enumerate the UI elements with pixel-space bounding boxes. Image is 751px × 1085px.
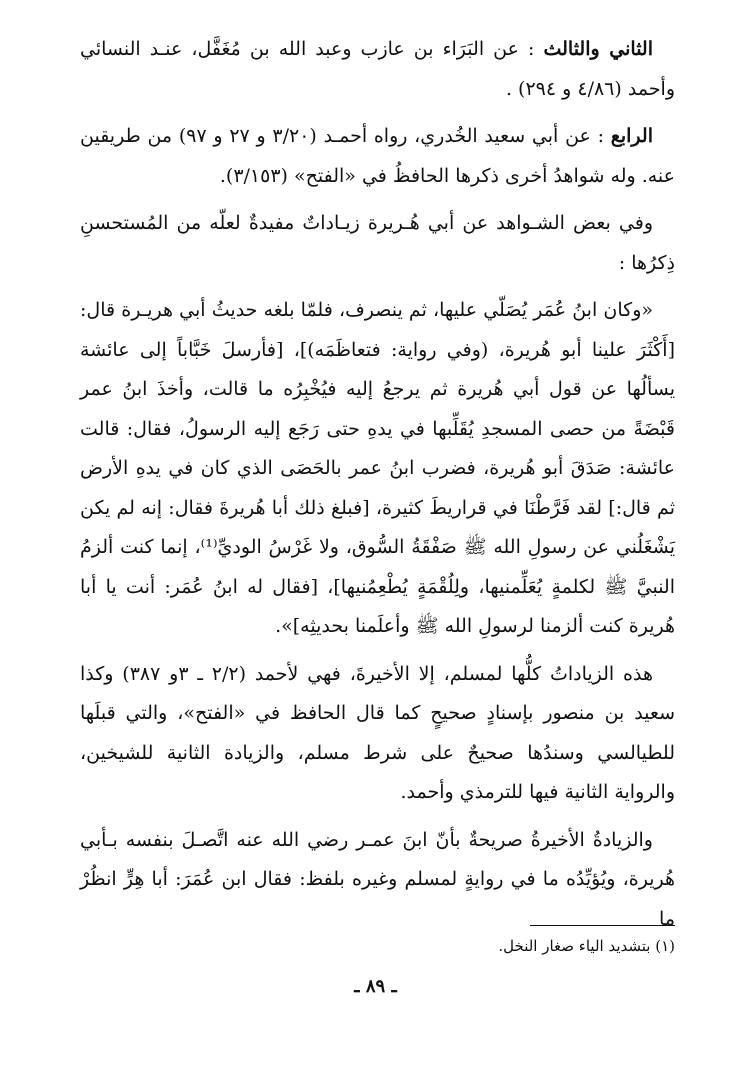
paragraph-1-label: الثاني والثالث bbox=[543, 38, 654, 60]
paragraph-3-text: وفي بعض الشـواهد عن أبي هُـريرة زيـاداتٌ مفيدةٌ لعلّه من المُستحسنِ ذِكرُها : bbox=[80, 212, 675, 274]
footnote: (١) بتشديد الياء صغار النخل. bbox=[498, 937, 675, 955]
paragraph-3 bbox=[80, 204, 675, 283]
paragraph-6-text: والزيادةُ الأخيرةُ صريحةٌ بأنّ ابنَ عمـر رضي الله عنه اتَّصـلَ بنفسه بـأبي هُريرة، ويُؤيِّدُه ما في روايةٍ لمسلم وغيره بلفظ: فقال ابن عُمَرَ: أبا هِرٍّ انظُرْ ما bbox=[80, 828, 675, 930]
paragraph-2-label: الرابع bbox=[610, 125, 653, 147]
footnote-separator bbox=[530, 925, 675, 926]
paragraph-2 bbox=[80, 117, 675, 196]
paragraph-5-text: هذه الزياداتُ كلُّها لمسلم، إلا الأخيرةَ، فهي لأحمد (٢/٢ ـ ٣و ٣٨٧) وكذا سعيد بن منصور بإسنادٍ صحيحٍ كما قال الحافظ في «الفتح»، والتي قبلَها للطيالسي وسندُها صحيحٌ على شرط مسلم، والزيادة الثانية للشيخين، والرواية الثانية فيها للترمذي وأحمد. bbox=[80, 662, 675, 803]
paragraph-4-quote bbox=[80, 291, 675, 647]
page-number: ـ ٨٩ ـ bbox=[354, 976, 397, 997]
paragraph-6 bbox=[80, 821, 675, 940]
paragraph-1 bbox=[80, 30, 675, 109]
paragraph-5 bbox=[80, 655, 675, 813]
paragraph-4-text: «وكان ابنُ عُمَر يُصَلّي عليها، ثم ينصرف، فلمّا بلغه حديثُ أبي هريـرة قال: [أَكْثَرَ علينا أبو هُريرة، (وفي رواية: فتعاظَمَه)]، [فأرسلَ خَبَّاباً إلى عائشة يسألُها عن قول أبي هُريرة ثم يرجعُ إليه فيُخْبِرُه ما قالت، وأخذَ ابنُ عمر قَبْضَةً من حصى المسجدِ يُقَلِّبها في يدهِ حتى رَجَع إليه الرسولُ، فقال: قالت عائشة: صَدَقَ أبو هُريرة، فضرب ابنُ عمر بالحَصَى الذي كان في يدهِ الأرض ثم قال:] لقد فَرَّطْنَا في قراريطَ كثيرة، [فبلغ ذلك أبا هُريرةَ فقال: إنه لم يكن يَشْغَلُني عن رسولِ الله ﷺ صَفْقَةُ السُّوق، ولا غَرْسُ الوديِّ⁽¹⁾، إنما كنت ألزمُ النبيَّ ﷺ لكلمةٍ يُعَلِّمنيها، ولِلُقْمَةٍ يُطْعِمُنيها]، [فقال له ابنُ عُمَر: أنت يا أبا هُريرة كنت ألزمنا لرسولِ الله ﷺ وأعلَمنا بحديثِه]». bbox=[80, 299, 676, 637]
page-body bbox=[80, 30, 675, 947]
paragraph-1-text: : عن البَرَاء بن عازب وعبد الله بن مُغَفَّل، عنـد النسائي وأحمد (٤/٨٦ و ٢٩٤) . bbox=[80, 38, 675, 100]
paragraph-2-text: : عن أبي سعيد الخُدري، رواه أحمـد (٣/٢٠ و ٢٧ و ٩٧) من طريقين عنه. وله شواهدُ أخرى ذكرها الحافظُ في «الفتح» (٣/١٥٣). bbox=[80, 125, 675, 187]
